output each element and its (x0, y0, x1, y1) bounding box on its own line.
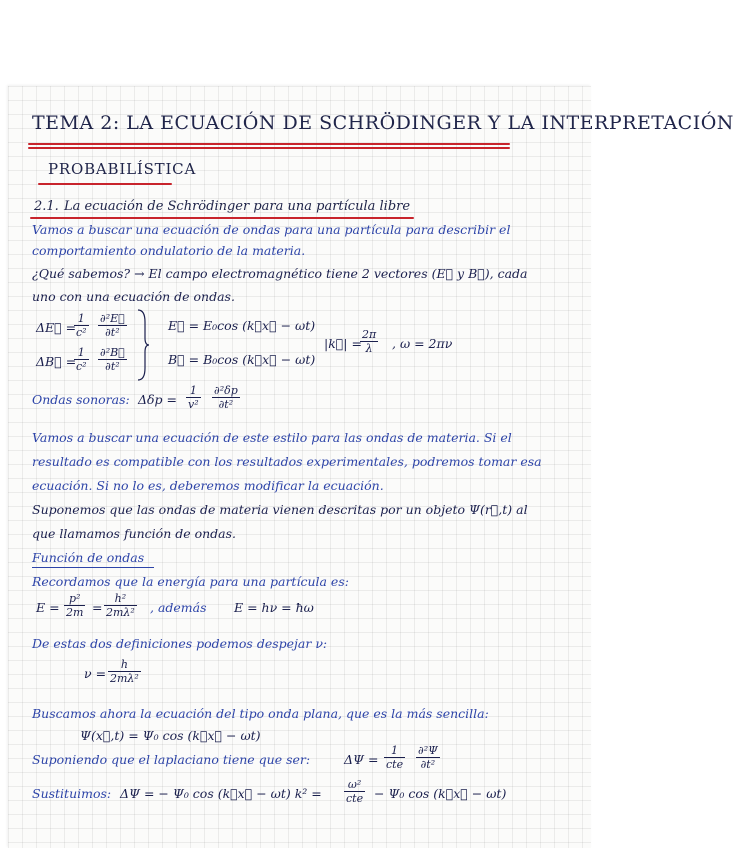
fraction-denominator: cte (386, 758, 404, 771)
fraction-1-over-c2 (74, 346, 89, 373)
fraction-numerator: h² (104, 592, 137, 606)
page-title-continued: PROBABILÍSTICA (48, 160, 197, 178)
fraction-numerator: ω² (344, 778, 365, 792)
fraction-p2-over-2m (64, 592, 85, 619)
intro-line-1: Vamos a buscar una ecuación de ondas para una partícula para describir el (32, 222, 511, 237)
fraction-denominator: ∂t² (420, 758, 436, 771)
fraction-numerator: ∂²Ψ (418, 744, 438, 757)
substitution-rest: − Ψ₀ cos (k⃗x⃗ − ωt) (374, 786, 507, 801)
wavefunction-line-1: Suponemos que las ondas de materia vienen descritas por un objeto Ψ(r⃗,t) al (32, 502, 528, 517)
sound-eq-lhs: Δδp = (138, 392, 178, 407)
fraction-d2psi-dt2 (416, 744, 440, 771)
intro-line-2: comportamiento ondulatorio de la materia. (32, 243, 306, 258)
fraction-denominator: c² (76, 326, 87, 339)
eq-e-lhs: ΔE⃗ = (36, 320, 77, 335)
laplacian-intro: Suponiendo que el laplaciano tiene que ser: (32, 752, 311, 767)
fraction-numerator: 2π (362, 328, 377, 341)
subtitle-underline (38, 183, 172, 185)
solution-e: E⃗ = E₀cos (k⃗x⃗ − ωt) (168, 318, 316, 333)
fraction-2pi-over-lambda (360, 328, 378, 355)
substitution-label: Sustituimos: (32, 786, 112, 801)
title-underline (28, 143, 510, 145)
fraction-denominator: 2m (66, 606, 84, 619)
fraction-w2-over-cte (344, 778, 365, 805)
question-line-2: uno con una ecuación de ondas. (32, 289, 235, 304)
omega-relation: , ω = 2πν (392, 336, 453, 351)
fraction-denominator: cte (346, 792, 364, 805)
fraction-numerator: 1 (186, 384, 201, 398)
section-heading: La ecuación de Schrödinger para una partícula libre (64, 199, 411, 214)
laplacian-lhs: ΔΨ = (344, 752, 379, 767)
sound-waves-label: Ondas sonoras: (32, 392, 130, 407)
energy-relation: E = hν = ħω (234, 600, 314, 615)
fraction-denominator: c² (76, 360, 87, 373)
fraction-denominator: λ (365, 342, 373, 355)
fraction-denominator: ∂t² (105, 326, 120, 339)
matter-waves-line-2: resultado es compatible con los resultados experimentales, podremos tomar esa (32, 454, 542, 469)
definitions-line: De estas dos definiciones podemos despejar ν: (32, 636, 328, 651)
fraction-numerator: 1 (74, 346, 89, 360)
fraction-numerator: ∂²δp (214, 384, 238, 397)
energy-lhs: E = (36, 600, 60, 615)
fraction-1-over-cte (384, 744, 405, 771)
ademas-text: , además (150, 600, 207, 615)
fraction-numerator: h (108, 658, 141, 672)
energy-intro: Recordamos que la energía para una partícula es: (32, 574, 349, 589)
fraction-d2dp-dt2 (212, 384, 240, 411)
fraction-d2b-dt2 (98, 346, 127, 373)
substitution-equation: ΔΨ = − Ψ₀ cos (k⃗x⃗ − ωt) k² = (120, 786, 322, 801)
section-underline (30, 217, 414, 219)
fraction-numerator: ∂²B⃗ (100, 346, 125, 359)
matter-waves-line-1: Vamos a buscar una ecuación de este estilo para las ondas de materia. Si el (32, 430, 512, 445)
fraction-denominator: ∂t² (218, 398, 234, 411)
fraction-h-over-2ml2 (108, 658, 141, 685)
fraction-1-over-v2 (186, 384, 201, 411)
nu-lhs: ν = (84, 666, 107, 681)
fraction-h2-over-2ml2 (104, 592, 137, 619)
fraction-denominator: 2mλ² (110, 672, 139, 685)
fraction-numerator: 1 (384, 744, 405, 758)
matter-waves-line-3: ecuación. Si no lo es, deberemos modificar la ecuación. (32, 478, 384, 493)
wavefunction-heading: Función de ondas (32, 550, 145, 565)
plane-wave-equation: Ψ(x⃗,t) = Ψ₀ cos (k⃗x⃗ − ωt) (80, 728, 261, 743)
section-number: 2.1. (34, 199, 59, 214)
fraction-numerator: ∂²E⃗ (100, 312, 125, 325)
fraction-d2e-dt2 (98, 312, 127, 339)
wavefunction-line-2: que llamamos función de ondas. (32, 526, 237, 541)
k-magnitude-lhs: |k⃗| = (324, 336, 362, 351)
question-line-1: ¿Qué sabemos? → El campo electromagnético tiene 2 vectores (E⃗ y B⃗), cada (32, 266, 528, 281)
fraction-denominator: ∂t² (105, 360, 120, 373)
page-title: TEMA 2: LA ECUACIÓN DE SCHRÖDINGER Y LA INTERPRETACIÓN (32, 112, 734, 134)
fraction-denominator: 2mλ² (106, 606, 135, 619)
eq-b-lhs: ΔB⃗ = (36, 354, 77, 369)
graph-paper-sheet (8, 86, 734, 848)
fraction-1-over-c2 (74, 312, 89, 339)
fraction-numerator: 1 (74, 312, 89, 326)
title-underline-2 (28, 147, 510, 149)
energy-equals: = (92, 600, 103, 615)
plane-wave-intro: Buscamos ahora la ecuación del tipo onda plana, que es la más sencilla: (32, 706, 489, 721)
fraction-numerator: p² (64, 592, 85, 606)
fraction-denominator: v² (188, 398, 199, 411)
solution-b: B⃗ = B₀cos (k⃗x⃗ − ωt) (168, 352, 316, 367)
curly-brace-icon (136, 308, 150, 382)
wavefunction-heading-underline (32, 567, 154, 568)
